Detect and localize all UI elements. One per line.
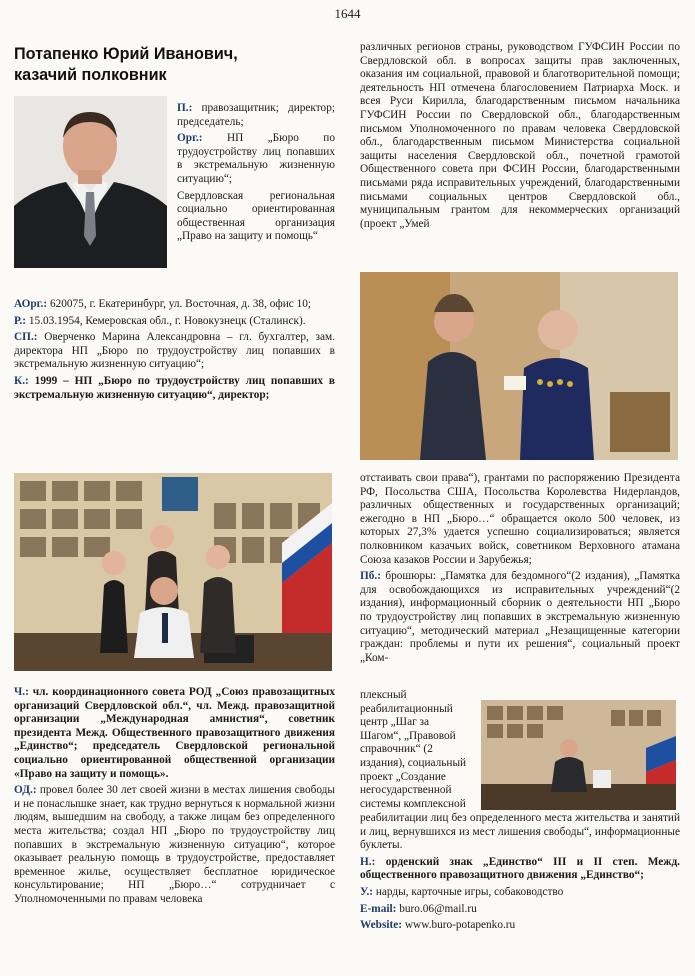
entry-heading (14, 44, 334, 86)
bio-upper (14, 298, 335, 405)
pubs-text-part2: плексный реабилитационный центр „Шаг за Шагом“, „Правовой справочник“ (2 издания), социальный проект „Создание негосударственной системы комплексной (360, 689, 467, 810)
member-text: чл. координационного совета РОД „Союз правозащитных организаций Свердловской обл.“, чл. Межд. правозащитной организации „Международная амнистия“, советник президента Межд. Общественного правозащитного движения „Единство“; председатель Свердловской региональной социально ориентированной общественной организации «Право на защиту и помощь». (14, 686, 335, 780)
aorg-text: 620075, г. Екатеринбург, ул. Восточная, д. 38, офис 10; (49, 298, 312, 310)
member-label: Ч.: (14, 686, 29, 698)
pubs-text-part3: реабилитации лиц без определенного места жительства и занятий и лиц, вернувшихся из мест лишения свободы“, информационные буклеты. (360, 812, 680, 852)
career-label: К.: (14, 374, 29, 387)
website-label: Website: (360, 919, 403, 932)
org-text: НП „Бюро по трудоустройству лиц попавших в экстремальную жизненную ситуацию“; (177, 132, 336, 185)
spouse-label: СП.: (14, 331, 38, 344)
portrait-photo (14, 96, 167, 268)
desk-photo (481, 700, 676, 810)
org-label: Орг.: (177, 132, 203, 145)
cont1-text: различных регионов страны, руководством ГУФСИН России по Свердловской обл. в вопросах защиты прав заключенных, оказания им социальной, правовой и благотворительной помощи; деятельность НП отмечена благословением Патриарха Моск. и всея Руси Кирилла, благодарственным письмом начальника ГУФСИН России по Свердловской обл., благодарственным письмом Уполномоченного по правам человека Свердловской обл., благодарственным письмом Министерства социальной защиты населения Свердловской обл., почетной грамотой Общественного совета при ФСИН России, благодарственными письмами ряда исправительных учреждений, благодарственными письмами социальных центров Свердловской обл., муниципальным грантом для некоммерческих организаций (проект „Умей (360, 41, 680, 230)
born-text: 15.03.1954, Кемеровская обл., г. Новокузнецк (Сталинск). (28, 314, 306, 327)
email-label: E-mail: (360, 902, 397, 915)
pubs-text-part1: брошюры: „Памятка для бездомного“(2 издания), „Памятка для освобождающихся из исправительных учреждений“(2 издания), информационный сборник о деятельности НП „Бюро по трудоустройству лиц попавших в экстремальную жизненную ситуацию“, методический материал „Незащищенные категории граждан: проблемы и пути их решения“, социальный проект „Ком- (360, 570, 680, 664)
bio-continued-2 (360, 472, 680, 665)
org2-text: Свердловская региональная социально ориентированная общественная организация „Право на защиту и помощь“ (177, 189, 335, 243)
cont2-text: отстаивать свои права“), грантами по распоряжению Президента РФ, Посольства США, Посольства Королевства Нидерландов, различных общественных и государственных организаций; ежегодно в НП „Бюро…“ обращается около 500 человек, из которых 27,3% удается успешно социализироваться; является полковником казачьих войск, советником Верховного атамана Союза казаков России и Зарубежья; (360, 472, 680, 566)
activity-label: ОД.: (14, 784, 37, 797)
bio-lower (14, 686, 335, 910)
born-label: Р.: (14, 314, 27, 327)
p-label: П.: (177, 102, 193, 114)
awards-label: Н.: (360, 855, 376, 868)
bio-continued-3 (360, 812, 680, 936)
bio-continued-1 (360, 41, 680, 234)
pubs-label: Пб.: (360, 570, 382, 583)
activity-text: провел более 30 лет своей жизни в местах лишения свободы и не понаслышке знает, как трудно вернуться к нормальной жизни людям, вышедшим на свободу, а также лицам без определенного места жительства; создал НП „Бюро по трудоустройству лиц попавших в экстремальную жизненную ситуацию“, которое оказывает реальную помощь в трудоустройстве, предоставляет временное жилье, осуществляет бесплатное юридическое консультирование; НП „Бюро…“ сотрудничает с Уполномоченными по правам человека (14, 784, 335, 905)
pubs-narrow (360, 689, 470, 811)
hobbies-text: нарды, карточные игры, собаководство (375, 885, 564, 898)
page-number: 1644 (334, 6, 361, 21)
website-link[interactable]: www.buro-potapenko.ru (404, 919, 516, 932)
office-group-photo (14, 473, 332, 671)
hobbies-label: У.: (360, 885, 374, 898)
email-link[interactable]: buro.06@mail.ru (399, 902, 477, 915)
spouse-text: Оверченко Марина Александровна – гл. бухгалтер, зам. директора НП „Бюро по трудоустройству лиц попавших в экстремальную жизненную ситуацию“; (14, 331, 336, 371)
aorg-label: АОрг.: (14, 298, 48, 310)
person-name: Потапенко Юрий Иванович, (14, 45, 238, 63)
org-summary (177, 102, 335, 247)
award-ceremony-photo (360, 272, 678, 460)
career-text: 1999 – НП „Бюро по трудоустройству лиц попавших в экстремальную жизненную ситуацию“, директор; (14, 374, 336, 401)
p-text: правозащитник; директор; председатель; (177, 102, 335, 128)
awards-text: орденский знак „Единство“ III и II степ. Межд. общественного правозащитного движения „Единство“; (360, 855, 681, 882)
person-rank: казачий полковник (14, 66, 167, 84)
